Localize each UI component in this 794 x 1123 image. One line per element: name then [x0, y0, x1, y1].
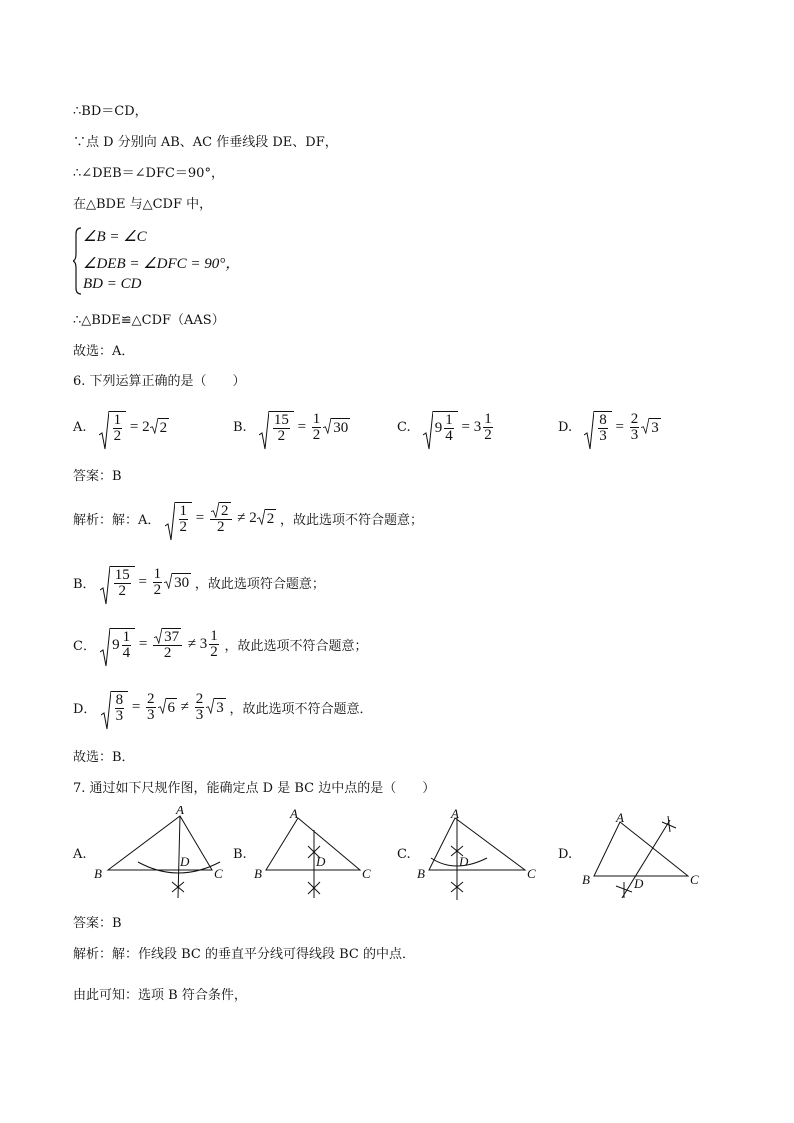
q7-option-b-label: B.: [233, 847, 247, 862]
q7-figure-a: [92, 806, 232, 902]
fig-d-label-d: D: [634, 876, 644, 891]
q6-option-b: B. $\frac{15}{2}$ = $\frac{1}{2}$ 30: [233, 411, 350, 444]
fig-c-label-d: D: [459, 854, 469, 869]
q6-analysis-a: 解析：解：A． $\frac{1}{2}$ = $\frac{2}{2}$ ≠ 2 2 ，故此选项不符合题意；: [73, 502, 423, 535]
fig-c-label-b: B: [417, 866, 425, 881]
q6-analysis-c-suffix: ，故此选项不符合题意；: [224, 638, 368, 654]
q6-stem: 6. 下列运算正确的是（ ）: [73, 374, 246, 389]
q6-option-d-label: D.: [558, 419, 573, 435]
q6-option-c-label: C.: [397, 419, 411, 435]
fig-a-label-d: D: [180, 854, 190, 869]
fig-c-label-a: A: [451, 806, 459, 821]
proof-line-3: ∴∠DEB＝∠DFC＝90°，: [73, 166, 224, 181]
proof-line-1: ∴BD＝CD，: [73, 104, 148, 119]
proof-line-4: 在△BDE 与△CDF 中，: [73, 197, 213, 212]
q7-conclusion: 由此可知：选项 B 符合条件，: [73, 988, 247, 1003]
q7-option-a-label: A.: [73, 847, 87, 862]
q6-analysis-d-suffix: ，故此选项不符合题意．: [229, 701, 373, 717]
fig-c-label-c: C: [527, 866, 536, 881]
fig-d-label-c: C: [690, 872, 699, 887]
fig-b-label-c: C: [362, 866, 371, 881]
q6-analysis-d: D． $\frac{8}{3}$ = $\frac{2}{3}$ 6 ≠ $\frac{2}{3}$ 3 ，故此选项不符合题意．: [73, 691, 373, 724]
fig-a-label-b: B: [94, 866, 102, 881]
q7-answer: 答案：B: [73, 916, 122, 931]
fig-b-label-b: B: [254, 866, 262, 881]
q6-analysis-d-prefix: D．: [73, 701, 97, 717]
system-row-2: ∠DEB = ∠DFC = 90°，: [83, 256, 241, 272]
q6-option-a-label: A.: [73, 419, 87, 435]
q6-analysis-c: C． 9 $\frac{1}{4}$ = $\frac{37}{2}$ ≠ 3 $\frac{1}{2}$ ，故此选项不符合题意；: [73, 628, 368, 661]
fig-d-label-a: A: [616, 810, 624, 825]
q6-conclusion: 故选：B．: [73, 750, 135, 765]
fig-b-label-a: A: [290, 806, 298, 821]
system-row-1: ∠B = ∠C: [83, 229, 147, 245]
q6-option-c: C. 9 $\frac{1}{4}$ = 3 $\frac{1}{2}$: [397, 411, 495, 444]
q6-analysis-a-prefix: 解析：解：A．: [73, 512, 161, 528]
q6-answer: 答案：B: [73, 469, 122, 484]
q7-option-c-label: C.: [397, 847, 411, 862]
q7-option-d-label: D.: [558, 847, 573, 862]
brace-icon: [73, 226, 83, 296]
proof-line-2: ∵点 D 分别向 AB、AC 作垂线段 DE、DF，: [73, 135, 338, 150]
fig-d-label-b: B: [582, 872, 590, 887]
q7-stem: 7. 通过如下尺规作图，能确定点 D 是 BC 边中点的是（ ）: [73, 781, 436, 796]
system-row-3: BD = CD: [83, 276, 142, 292]
fig-a-label-a: A: [176, 806, 184, 817]
q6-analysis-b-prefix: B．: [73, 576, 96, 592]
q7-figure-b: [252, 806, 382, 902]
proof-line-5: ∴△BDE≌△CDF（AAS）: [73, 313, 225, 328]
q6-analysis-b-suffix: ，故此选项符合题意；: [194, 576, 325, 592]
q7-figure-d: [578, 806, 708, 902]
fig-b-label-d: D: [316, 854, 326, 869]
q7-analysis: 解析：解：作线段 BC 的垂直平分线可得线段 BC 的中点．: [73, 947, 416, 962]
q6-option-b-label: B.: [233, 419, 247, 435]
q6-analysis-b: B． $\frac{15}{2}$ = $\frac{1}{2}$ 30 ，故此选项符合题意；: [73, 566, 325, 599]
q6-analysis-a-suffix: ，故此选项不符合题意；: [279, 512, 423, 528]
q6-analysis-c-prefix: C．: [73, 638, 96, 654]
fig-a-label-c: C: [214, 866, 223, 881]
q6-option-d: D. $\frac{8}{3}$ = $\frac{2}{3}$ 3: [558, 411, 661, 444]
proof-line-6: 故选：A．: [73, 344, 135, 359]
q7-figure-c: [415, 806, 545, 902]
q6-option-a: A. $\frac{1}{2}$ = 2 2: [73, 411, 169, 444]
